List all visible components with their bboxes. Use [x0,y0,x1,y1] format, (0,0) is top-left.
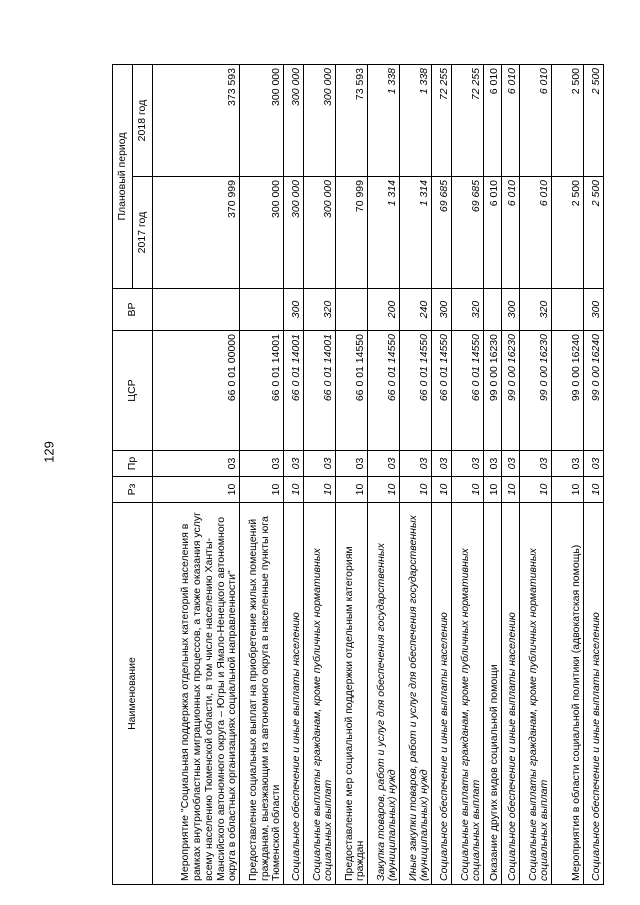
row-vr: 240 [400,289,432,331]
row-name: Социальное обеспечение и иные выплаты населению [584,503,604,885]
row-csr: 66 0 01 14001 [284,331,304,451]
row-2017: 300 000 [304,177,336,289]
row-vr [552,289,584,331]
table-row [284,65,304,885]
row-vr [484,289,502,331]
rotated-budget-table [112,65,603,885]
row-vr [153,289,240,331]
row-2017: 300 000 [284,177,304,289]
row-vr [336,289,368,331]
row-vr [240,289,284,331]
row-rz: 10 [368,477,400,503]
row-name: Социальные выплаты гражданам, кроме публичных нормативных социальных выплат [304,503,336,885]
row-2018: 2 500 [552,65,584,177]
row-csr: 99 0 00 16230 [520,331,552,451]
row-2018: 1 338 [368,65,400,177]
table-row [304,65,336,885]
header-year-2017: 2017 год [133,177,153,289]
table-row [240,65,284,885]
table-row [336,65,368,885]
row-rz: 10 [153,477,240,503]
row-name: Оказание других видов социальной помощи [484,503,502,885]
row-2017: 6 010 [484,177,502,289]
row-pr: 03 [520,451,552,477]
row-csr: 66 0 01 14550 [452,331,484,451]
header-name: Наименование [113,503,153,885]
header-planning-period: Плановый период [113,65,133,289]
row-csr: 99 0 00 16230 [484,331,502,451]
budget-table [112,64,604,885]
row-pr: 03 [153,451,240,477]
row-vr: 320 [304,289,336,331]
header-vr: ВР [113,289,153,331]
row-pr: 03 [400,451,432,477]
header-year-2018: 2018 год [133,65,153,177]
row-2018: 300 000 [284,65,304,177]
row-pr: 03 [552,451,584,477]
row-rz: 10 [452,477,484,503]
row-2018: 73 593 [336,65,368,177]
table-body [153,65,604,885]
row-pr: 03 [240,451,284,477]
row-name: Закупка товаров, работ и услуг для обеспечения государственных (муниципальных) нужд [368,503,400,885]
row-2017: 300 000 [240,177,284,289]
row-rz: 10 [240,477,284,503]
row-vr: 320 [452,289,484,331]
table-row [584,65,604,885]
row-name: Предоставление социальных выплат на приобретение жилых помещений гражданам, выезжающим из автономного округа в населенные пункты юга Тюменской области [240,503,284,885]
row-2017: 69 685 [432,177,452,289]
table-row [484,65,502,885]
row-rz: 10 [552,477,584,503]
row-pr: 03 [452,451,484,477]
row-pr: 03 [432,451,452,477]
table-row [368,65,400,885]
row-pr: 03 [584,451,604,477]
table-row [552,65,584,885]
row-name: Иные закупки товаров, работ и услуг для обеспечения государственных (муниципальных) нужд [400,503,432,885]
row-2018: 6 010 [484,65,502,177]
header-pr: Пр [113,451,153,477]
row-rz: 10 [432,477,452,503]
row-csr: 66 0 01 14550 [368,331,400,451]
row-2018: 2 500 [584,65,604,177]
table-row [502,65,520,885]
row-rz: 10 [584,477,604,503]
row-2018: 72 255 [432,65,452,177]
row-name: Социальные выплаты гражданам, кроме публичных нормативных социальных выплат [452,503,484,885]
table-row [153,65,240,885]
row-pr: 03 [336,451,368,477]
row-rz: 10 [336,477,368,503]
row-name: Мероприятия в области социальной политики (адвокатская помощь) [552,503,584,885]
row-2018: 6 010 [502,65,520,177]
row-2018: 1 338 [400,65,432,177]
header-csr: ЦСР [113,331,153,451]
row-2017: 1 314 [400,177,432,289]
row-csr: 66 0 01 14550 [336,331,368,451]
row-name: Социальное обеспечение и иные выплаты населению [502,503,520,885]
row-vr: 300 [584,289,604,331]
row-csr: 66 0 01 14550 [400,331,432,451]
row-2017: 6 010 [502,177,520,289]
row-2017: 370 999 [153,177,240,289]
row-vr: 200 [368,289,400,331]
row-vr: 320 [520,289,552,331]
row-rz: 10 [502,477,520,503]
header-rz: Рз [113,477,153,503]
row-2017: 6 010 [520,177,552,289]
row-2017: 2 500 [552,177,584,289]
row-name: Предоставление мер социальной поддержки отдельным категориям граждан [336,503,368,885]
table-row [432,65,452,885]
row-rz: 10 [484,477,502,503]
table-row [400,65,432,885]
row-rz: 10 [520,477,552,503]
row-vr: 300 [432,289,452,331]
row-2017: 2 500 [584,177,604,289]
row-csr: 99 0 00 16240 [584,331,604,451]
row-name: Социальные выплаты гражданам, кроме публичных нормативных социальных выплат [520,503,552,885]
row-csr: 99 0 00 16230 [502,331,520,451]
row-2018: 300 000 [240,65,284,177]
row-rz: 10 [284,477,304,503]
row-csr: 99 0 00 16240 [552,331,584,451]
row-pr: 03 [304,451,336,477]
row-2018: 373 593 [153,65,240,177]
row-vr: 300 [502,289,520,331]
row-pr: 03 [502,451,520,477]
row-2017: 69 685 [452,177,484,289]
page-number: 129 [41,441,57,463]
row-pr: 03 [368,451,400,477]
row-name: Мероприятие "Социальная поддержка отдельных категорий населения в рамках внутриобластных миграционных процессов, а также оказания услуг всему населению Тюменской области, в том числе населению Ханты-Мансийского автономного округа – Югры и Ямало-Ненецкого автономного округа в областных организациях социальной направленности" [153,503,240,885]
row-csr: 66 0 01 14550 [432,331,452,451]
row-2018: 300 000 [304,65,336,177]
row-name: Социальное обеспечение и иные выплаты населению [284,503,304,885]
row-2018: 6 010 [520,65,552,177]
row-2017: 70 999 [336,177,368,289]
table-row [452,65,484,885]
row-pr: 03 [284,451,304,477]
row-rz: 10 [400,477,432,503]
row-csr: 66 0 01 14001 [304,331,336,451]
row-vr: 300 [284,289,304,331]
row-rz: 10 [304,477,336,503]
row-name: Социальное обеспечение и иные выплаты населению [432,503,452,885]
row-pr: 03 [484,451,502,477]
row-2018: 72 255 [452,65,484,177]
row-csr: 66 0 01 00000 [153,331,240,451]
table-row [520,65,552,885]
row-2017: 1 314 [368,177,400,289]
row-csr: 66 0 01 14001 [240,331,284,451]
